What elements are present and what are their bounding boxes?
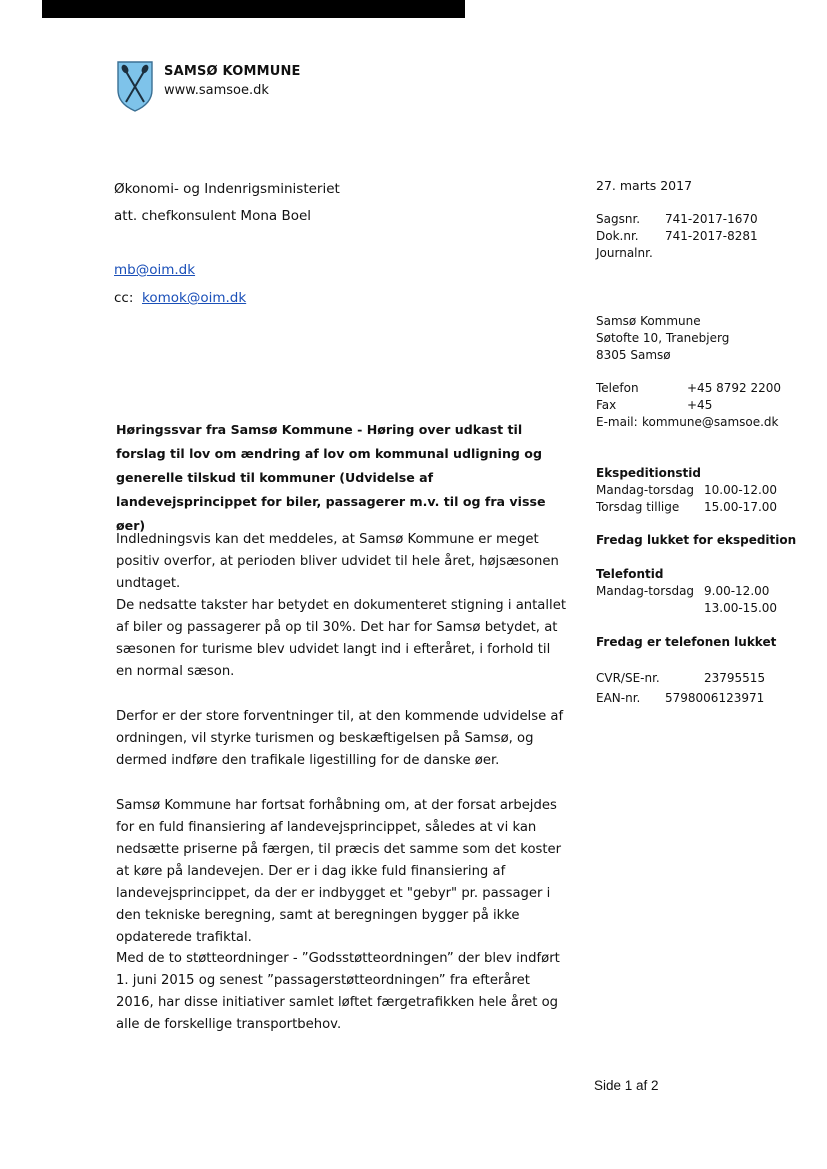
email-label: E-mail: (596, 415, 638, 429)
phone-friday-closed-note: Fredag er telefonen lukket (596, 635, 777, 649)
sender-contact (596, 380, 781, 431)
sagsnr-value: 741-2017-1670 (665, 212, 758, 226)
sagsnr-label: Sagsnr. (596, 212, 641, 226)
recipient-email-row (114, 262, 195, 278)
recipient-email-link[interactable]: mb@oim.dk (114, 262, 196, 278)
office-hours (596, 465, 777, 516)
phone-hours-row2-value: 13.00-15.00 (704, 601, 778, 615)
redaction-bar (42, 0, 465, 18)
doknr-label: Dok.nr. (596, 229, 639, 243)
org-name: SAMSØ KOMMUNE (164, 64, 301, 79)
fax-label: Fax (596, 398, 617, 412)
body-paragraph-2: De nedsatte takster har betydet en dokumenteret stigning i antallet af biler og passagerer på op til 30%. Det har for Samsø betydet, at sæsonen for turisme blev udvidet langt ind i efteråret, i forhold til en normal sæson. (116, 598, 566, 679)
case-meta (596, 211, 758, 262)
hours-row1-label: Mandag-torsdag (596, 483, 695, 497)
sender-address (596, 313, 729, 364)
ean-value: 5798006123971 (665, 691, 765, 705)
cc-label: cc: (114, 290, 134, 306)
phone-hours-row1-label: Mandag-torsdag (596, 584, 695, 598)
recipient-attention: att. chefkonsulent Mona Boel (114, 208, 312, 224)
ean-label: EAN-nr. (596, 691, 641, 705)
phone-value: +45 8792 2200 (687, 381, 782, 395)
samso-shield-logo-icon (116, 60, 154, 112)
sender-city: 8305 Samsø (596, 348, 671, 362)
body-paragraph-3: Derfor er der store forventninger til, at den kommende udvidelse af ordningen, vil styrke turismen og beskæftigelsen på Samsø, og dermed indføre den trafikale ligestilling for de danske øer. (116, 709, 564, 768)
phone-hours (596, 566, 777, 617)
hours-row2-value: 15.00-17.00 (704, 500, 778, 514)
hours-row2-label: Torsdag tillige (596, 500, 680, 514)
letter-date: 27. marts 2017 (596, 178, 693, 193)
office-hours-title: Ekspeditionstid (596, 466, 701, 480)
body-paragraph-1: Indledningsvis kan det meddeles, at Samsø Kommune er meget positiv overfor, at perioden bliver udvidet til hele året, højsæsonen undtaget. (116, 532, 559, 591)
hours-row1-value: 10.00-12.00 (704, 483, 778, 497)
body-paragraph-4: Samsø Kommune har fortsat forhåbning om, at der forsat arbejdes for en fuld finansiering af landevejsprincippet, således at vi kan nedsætte priserne på færgen, til præcis det samme som det koster at køre på landevejen. Der er i dag ikke fuld finansiering af landevejsprincippet, da der er indbygget et "gebyr" pr. passager i den tekniske beregning, samt at beregningen bygger på ikke opdaterede trafiktal. (116, 798, 562, 945)
sender-street: Søtofte 10, Tranebjerg (596, 331, 730, 345)
recipient-ministry: Økonomi- og Indenrigsministeriet (114, 181, 340, 197)
registration-ids (596, 668, 765, 708)
page-number: Side 1 af 2 (594, 1078, 659, 1093)
cvr-label: CVR/SE-nr. (596, 671, 660, 685)
cc-email-link[interactable]: komok@oim.dk (142, 290, 247, 306)
cvr-value: 23795515 (704, 671, 766, 685)
doknr-value: 741-2017-8281 (665, 229, 758, 243)
phone-hours-row1-value: 9.00-12.00 (704, 584, 770, 598)
sender-name: Samsø Kommune (596, 314, 701, 328)
fax-value: +45 (687, 398, 713, 412)
letter-subject: Høringssvar fra Samsø Kommune - Høring over udkast til forslag til lov om ændring af lov om kommunal udligning og generelle tilskud til kommuner (Udvidelse af landevejsprincippet for biler, passagerer m.v. til og fra visse øer) (116, 422, 546, 533)
sender-email-value: kommune@samsoe.dk (642, 415, 779, 429)
phone-hours-title: Telefontid (596, 567, 664, 581)
journalnr-label: Journalnr. (596, 246, 653, 260)
friday-closed-note: Fredag lukket for ekspedition (596, 533, 797, 547)
org-url: www.samsoe.dk (164, 83, 269, 98)
cc-row (114, 290, 246, 306)
body-paragraph-5: Med de to støtteordninger - ”Godsstøtteordningen” der blev indført 1. juni 2015 og senest ”passagerstøtteordningen” fra efteråret 2016, har disse initiativer samlet løftet færgetrafikken hele året og alle de forskellige transportbehov. (116, 951, 560, 1032)
phone-label: Telefon (596, 381, 639, 395)
